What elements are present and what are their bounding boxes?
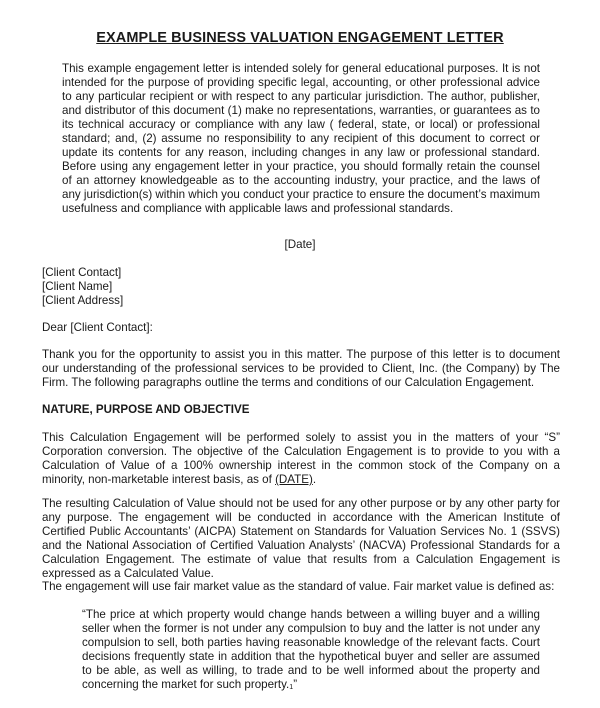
salutation: Dear [Client Contact]: [42, 321, 153, 334]
quote-footnote-marker: 1 [289, 684, 294, 691]
calculation-engagement-end: . [312, 473, 317, 486]
client-address-line: [Client Address] [42, 294, 124, 307]
intro-disclaimer-paragraph: This example engagement letter is intended solely for general educational purposes. It is not intended for the purpose of providing specific legal, accounting, or other professional advice to any particular recipient or with respect to any particular jurisdiction. The author, publisher, and distributor of this document (1) make no representations, warranties, or guarantees as to its technical accuracy or compliance with any law ( federal, state, or local) or professional standard; and, (2) assume no responsibility to any recipient of this document to correct or update its contents for any reason, including changes in any law or professional standard. Before using any engagement letter in your practice, you should formally retain the counsel of an attorney knowledgeable as to the accounting industry, your practice, and the laws of any jurisdiction(s) within which you conduct your practice to ensure the document’s maximum usefulness and compliance with applicable laws and professional standards. [62, 62, 540, 215]
fair-market-value-quote [82, 608, 540, 695]
client-name-line: [Client Name] [42, 280, 113, 293]
client-contact-line: [Client Contact] [42, 266, 122, 279]
document-title: EXAMPLE BUSINESS VALUATION ENGAGEMENT LETTER [96, 30, 504, 46]
section-heading: NATURE, PURPOSE AND OBJECTIVE [42, 403, 250, 416]
date-placeholder: [Date] [284, 238, 316, 251]
quote-text: “The price at which property would change hands between a willing buyer and a willing seller when the former is not under any compulsion to buy and the latter is not under any compulsion to sell, both parties having reasonable knowledge of the relevant facts. Court decisions frequently state in addition that the hypothetical buyer and seller are assumed to be able, as well as willing, to trade and to be well informed about the property and concerning the market for such property. [82, 608, 540, 691]
quote-close-mark: ” [293, 678, 298, 691]
thanks-paragraph: Thank you for the opportunity to assist you in this matter. The purpose of this letter is to document our understanding of the professional services to be provided to Client, Inc. (the Company) by The Firm. The following paragraphs outline the terms and conditions of our Calculation Engagement. [42, 348, 560, 389]
calculation-engagement-paragraph [42, 431, 560, 487]
client-address-block [42, 266, 123, 308]
calculation-engagement-text: This Calculation Engagement will be performed solely to assist you in the matters of your “S” Corporation conversion. The objective of the Calculation Engagement is to provide to you with a Calculation of Value of a 100% ownership interest in the common stock of the Company on a minority, non-marketable interest basis, as of [42, 431, 560, 486]
valuation-date-placeholder: (DATE) [275, 473, 313, 486]
resulting-value-paragraph: The resulting Calculation of Value should not be used for any other purpose or by any other party for any purpose. The engagement will be conducted in accordance with the American Institute of Certified Public Accountants’ (AICPA) Statement on Standards for Valuation Services No. 1 (SSVS) and the National Association of Certified Valuation Analysts’ (NACVA) Professional Standards for a Calculation Engagement. The estimate of value that results from a Calculation Engagement is expressed as a Calculated Value. [42, 497, 560, 580]
fair-market-value-intro: The engagement will use fair market value as the standard of value. Fair market value is defined as: [42, 580, 555, 593]
